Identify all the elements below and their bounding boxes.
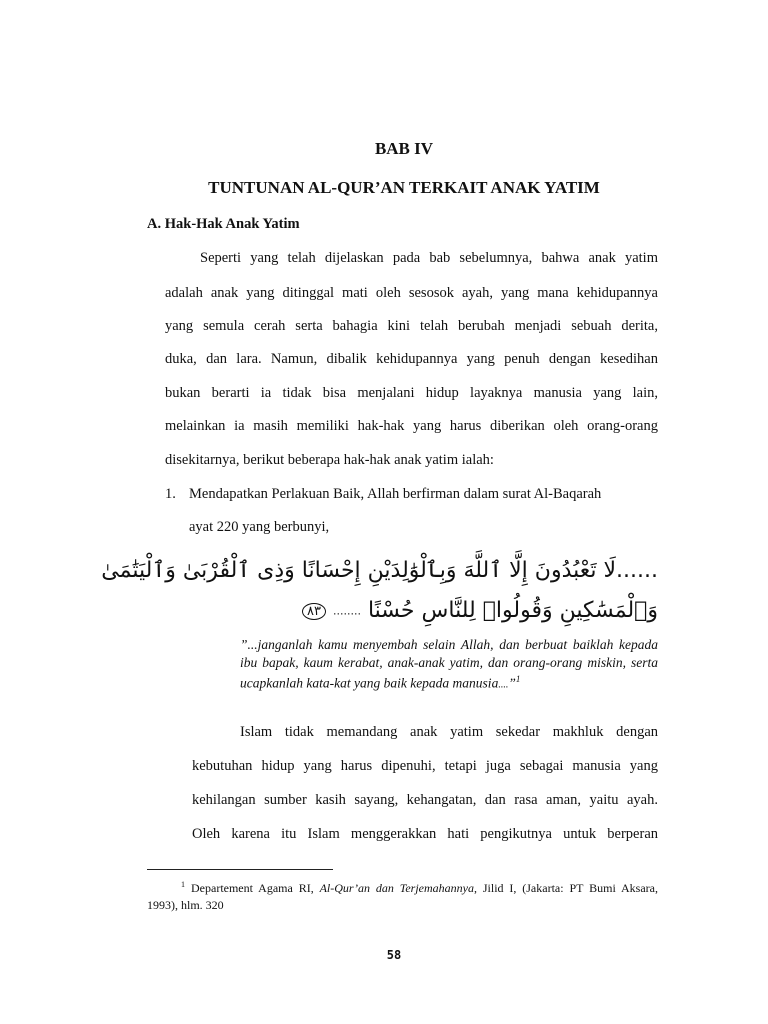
chapter-title: TUNTUNAN AL-QUR’AN TERKAIT ANAK YATIM [208,178,600,197]
paragraph1-line7: disekitarnya, berikut beberapa hak-hak anak yatim ialah: [165,452,494,468]
paragraph1-line4: duka, dan lara. Namun, dibalik kehidupannya yang penuh dengan kesedihan [165,351,658,367]
paragraph1-line3: yang semula cerah serta bahagia kini telah berubah menjadi sebuah derita, [165,318,658,334]
paragraph2-line4: Oleh karena itu Islam menggerakkan hati pengikutnya untuk berperan [192,826,658,842]
paragraph1-line1: Seperti yang telah dijelaskan pada bab sebelumnya, bahwa anak yatim [200,250,658,266]
paragraph2-line2: kebutuhan hidup yang harus dipenuhi, tetapi juga sebagai manusia yang [192,758,658,774]
paragraph2-line1: Islam tidak memandang anak yatim sekedar makhluk dengan [240,724,658,740]
chapter-number: BAB IV [374,139,434,158]
footnote-separator [147,869,333,870]
paragraph1-line5: bukan berarti ia tidak bisa menjalani hidup layaknya manusia yang lain, [165,385,658,401]
verse-translation [240,636,658,694]
arabic-trailing-dots: ........ [332,604,361,618]
list-item-number: 1. [165,486,176,502]
arabic-verse-line2-wrap [298,598,658,623]
paragraph1-line6: melainkan ia masih memiliki hak-hak yang harus diberikan oleh orang-orang [165,418,658,434]
footnote-book-title: Al-Qur’an dan Terjemahannya [319,881,474,895]
translation-text: ”...janganlah kamu menyembah selain Allah, dan berbuat baiklah kepada ibu bapak, kaum kerabat, anak-anak yatim, dan orang-orang miskin, serta ucapkanlah kata-kat yang baik kepada manusia [240,637,658,691]
page-number: 58 [386,948,402,962]
arabic-verse-line1: ......لَا تَعْبُدُونَ إِلَّا ٱللَّهَ وَبِٱلْوَٰلِدَيْنِ إِحْسَانًا وَذِى ٱلْقُرْبَىٰ وَٱلْيَتَٰمَىٰ [101,558,658,583]
paragraph1-line2: adalah anak yang ditinggal mati oleh sesosok ayah, yang mana kehidupannya [165,285,658,301]
ayah-number-marker: ٨٣ [302,603,326,620]
footnote-number: 1 [181,880,185,889]
translation-closing-quote: ” [508,675,516,691]
footnote [147,876,658,914]
list-item-line1: Mendapatkan Perlakuan Baik, Allah berfirman dalam surat Al-Baqarah [189,486,602,502]
list-item-line2: ayat 220 yang berbunyi, [189,519,330,535]
footnote-text-before: Departement Agama RI, [191,881,320,895]
paragraph2-line3: kehilangan sumber kasih sayang, kehangatan, dan rasa aman, yaitu ayah. [192,792,658,808]
arabic-verse-line2: وَٱلْمَسَٰكِينِ وَقُولُوا۟ لِلنَّاسِ حُسْنًا [367,598,658,623]
footnote-reference: 1 [515,674,521,684]
section-heading: A. Hak-Hak Anak Yatim [147,216,300,232]
translation-ellipsis: .... [498,679,509,691]
footnote-text-after: , Jilid I, (Jakarta: PT Bumi Aksara, 1993), hlm. 320 [147,881,658,912]
